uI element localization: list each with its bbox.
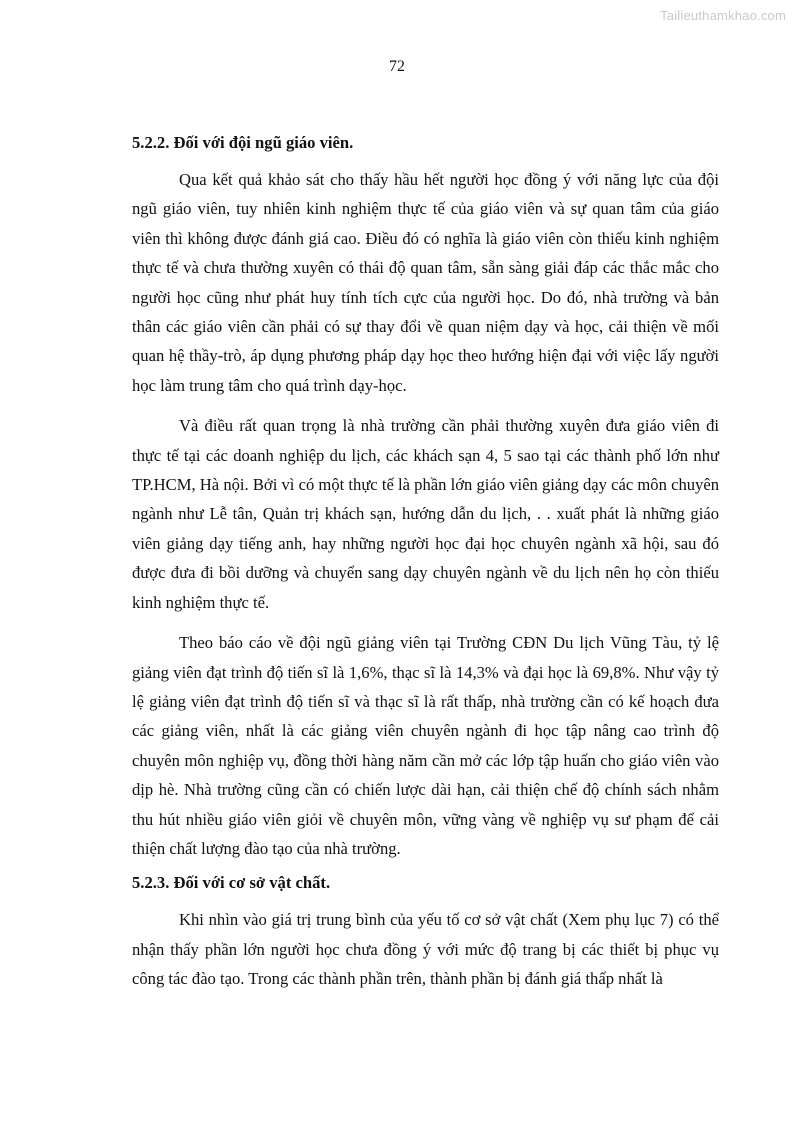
paragraph: Và điều rất quan trọng là nhà trường cần phải thường xuyên đưa giáo viên đi thực tế tại các doanh nghiệp du lịch, các khách sạn 4, 5 sao tại các thành phố lớn như TP.HCM, Hà nội. Bởi vì có một thực tế là phần lớn giáo viên giảng dạy các môn chuyên ngành như Lễ tân, Quản trị khách sạn, hướng dẫn du lịch, . . xuất phát là những giáo viên giảng dạy tiếng anh, hay những người học đại học chuyên ngành xã hội, sau đó được đưa đi bồi dưỡng và chuyển sang dạy chuyên ngành về du lịch nên họ còn thiếu kinh nghiệm thực tế.	[132, 416, 719, 612]
paragraph: Theo báo cáo về đội ngũ giảng viên tại Trường CĐN Du lịch Vũng Tàu, tỷ lệ giảng viên đạt trình độ tiến sĩ là 1,6%, thạc sĩ là 14,3% và đại học là 69,8%. Như vậy tỷ lệ giảng viên đạt trình độ tiến sĩ và thạc sĩ là rất thấp, nhà trường cần có kế hoạch đưa các giảng viên, nhất là các giảng viên chuyên ngành đi học tập nâng cao trình độ chuyên môn nghiệp vụ, đồng thời hàng năm cần mở các lớp tập huấn cho giáo viên vào dịp hè. Nhà trường cũng cần có chiến lược dài hạn, cải thiện chế độ chính sách nhằm thu hút nhiều giáo viên giỏi về chuyên môn, vững vàng về nghiệp vụ sư phạm để cải thiện chất lượng đào tạo của nhà trường.	[132, 633, 719, 858]
paragraph: Qua kết quả khảo sát cho thấy hầu hết người học đồng ý với năng lực của đội ngũ giáo viên, tuy nhiên kinh nghiệm thực tế của giáo viên và sự quan tâm của giáo viên thì không được đánh giá cao. Điều đó có nghĩa là giáo viên còn thiếu kinh nghiệm thực tế và chưa thường xuyên có thái độ quan tâm, sẵn sàng giải đáp các thắc mắc cho người học cũng như phát huy tính tích cực của người học. Do đó, nhà trường và bản thân các giáo viên cần phải có sự thay đổi về quan niệm dạy và học, cải thiện về mối quan hệ thầy-trò, áp dụng phương pháp dạy học theo hướng hiện đại với việc lấy người học làm trung tâm cho quá trình dạy-học.	[132, 170, 719, 395]
document-body	[132, 132, 719, 1005]
watermark-text: Tailieuthamkhao.com	[660, 8, 786, 23]
page-number: 72	[389, 58, 405, 75]
section-heading-5-2-2: 5.2.2. Đối với đội ngũ giáo viên.	[132, 133, 354, 152]
paragraph: Khi nhìn vào giá trị trung bình của yếu tố cơ sở vật chất (Xem phụ lục 7) có thể nhận thấy phần lớn người học chưa đồng ý với mức độ trang bị các thiết bị phục vụ công tác đào tạo. Trong các thành phần trên, thành phần bị đánh giá thấp nhất là	[132, 910, 719, 989]
section-heading-5-2-3: 5.2.3. Đối với cơ sở vật chất.	[132, 873, 331, 893]
